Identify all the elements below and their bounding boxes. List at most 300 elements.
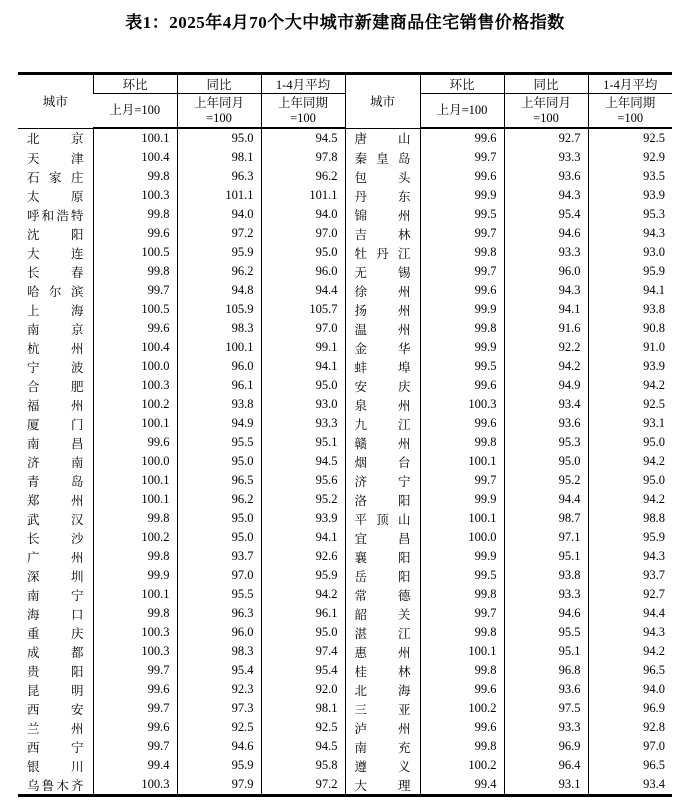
table-row xyxy=(18,528,672,547)
avg-cell: 95.0 xyxy=(261,376,345,395)
table-row xyxy=(18,414,672,433)
table-row xyxy=(18,585,672,604)
avg-cell: 92.9 xyxy=(588,148,672,167)
table-row xyxy=(18,262,672,281)
yoy-cell: 95.5 xyxy=(177,585,261,604)
avg-cell: 94.2 xyxy=(588,452,672,471)
yoy-cell: 95.1 xyxy=(504,547,588,566)
yoy-cell: 92.7 xyxy=(504,128,588,148)
mom-cell: 100.4 xyxy=(93,148,177,167)
yoy-cell: 93.6 xyxy=(504,414,588,433)
mom-cell: 99.5 xyxy=(420,566,504,585)
avg-cell: 95.6 xyxy=(261,471,345,490)
avg-cell: 95.9 xyxy=(588,528,672,547)
table-row xyxy=(18,281,672,300)
mom-cell: 100.1 xyxy=(420,509,504,528)
mom-cell: 100.2 xyxy=(93,395,177,414)
mom-cell: 99.7 xyxy=(93,661,177,680)
mom-cell: 100.3 xyxy=(93,623,177,642)
city-cell: 锦州 xyxy=(345,205,420,224)
avg-cell: 96.9 xyxy=(588,699,672,718)
yoy-cell: 92.3 xyxy=(177,680,261,699)
mom-cell: 99.7 xyxy=(420,604,504,623)
yoy-cell: 96.4 xyxy=(504,756,588,775)
city-cell: 平顶山 xyxy=(345,509,420,528)
yoy-cell: 96.9 xyxy=(504,737,588,756)
table-row xyxy=(18,471,672,490)
city-cell: 温州 xyxy=(345,319,420,338)
mom-cell: 99.8 xyxy=(93,547,177,566)
yoy-cell: 98.3 xyxy=(177,642,261,661)
avg-cell: 93.9 xyxy=(588,186,672,205)
mom-cell: 99.6 xyxy=(93,680,177,699)
yoy-cell: 96.3 xyxy=(177,604,261,623)
avg-cell: 95.0 xyxy=(588,471,672,490)
mom-cell: 99.8 xyxy=(93,604,177,623)
city-cell: 武汉 xyxy=(27,512,84,527)
yoy-cell: 98.3 xyxy=(177,319,261,338)
yoy-cell: 94.9 xyxy=(177,414,261,433)
avg-cell: 94.3 xyxy=(588,224,672,243)
header-yoy-base-line2: =100 xyxy=(533,110,559,125)
mom-cell: 100.1 xyxy=(420,642,504,661)
city-cell: 南京 xyxy=(27,322,84,337)
mom-cell: 99.7 xyxy=(93,737,177,756)
mom-cell: 99.7 xyxy=(420,148,504,167)
yoy-cell: 93.7 xyxy=(177,547,261,566)
header-yoy-base-right xyxy=(504,94,588,129)
yoy-cell: 95.0 xyxy=(177,509,261,528)
avg-cell: 92.5 xyxy=(261,718,345,737)
city-cell: 南充 xyxy=(345,737,420,756)
mom-cell: 100.3 xyxy=(93,376,177,395)
city-cell: 厦门 xyxy=(27,417,84,432)
table-row xyxy=(18,148,672,167)
yoy-cell: 94.8 xyxy=(177,281,261,300)
city-cell: 长沙 xyxy=(27,531,84,546)
mom-cell: 99.8 xyxy=(420,319,504,338)
city-cell: 三亚 xyxy=(345,699,420,718)
city-cell: 常德 xyxy=(345,585,420,604)
yoy-cell: 93.3 xyxy=(504,585,588,604)
city-cell: 蚌埠 xyxy=(345,357,420,376)
city-cell: 包头 xyxy=(345,167,420,186)
yoy-cell: 96.2 xyxy=(177,262,261,281)
avg-cell: 97.0 xyxy=(261,224,345,243)
city-cell: 福州 xyxy=(27,398,84,413)
city-cell: 徐州 xyxy=(345,281,420,300)
city-cell: 乌鲁木齐 xyxy=(27,778,84,793)
yoy-cell: 93.8 xyxy=(177,395,261,414)
mom-cell: 99.6 xyxy=(420,167,504,186)
avg-cell: 94.2 xyxy=(588,642,672,661)
yoy-cell: 95.2 xyxy=(504,471,588,490)
yoy-cell: 92.2 xyxy=(504,338,588,357)
mom-cell: 99.6 xyxy=(420,128,504,148)
header-avg-right: 1-4月平均 xyxy=(588,74,672,94)
yoy-cell: 96.0 xyxy=(504,262,588,281)
yoy-cell: 95.4 xyxy=(504,205,588,224)
avg-cell: 92.7 xyxy=(588,585,672,604)
yoy-cell: 94.4 xyxy=(504,490,588,509)
city-cell: 湛江 xyxy=(345,623,420,642)
yoy-cell: 93.3 xyxy=(504,243,588,262)
city-cell: 济南 xyxy=(27,455,84,470)
header-avg-base-right xyxy=(588,94,672,129)
city-cell: 沈阳 xyxy=(27,227,84,242)
city-cell: 北京 xyxy=(27,132,84,147)
table-row xyxy=(18,566,672,585)
avg-cell: 97.4 xyxy=(261,642,345,661)
avg-cell: 105.7 xyxy=(261,300,345,319)
avg-cell: 95.8 xyxy=(261,756,345,775)
city-cell: 呼和浩特 xyxy=(27,208,84,223)
mom-cell: 100.2 xyxy=(93,528,177,547)
mom-cell: 99.8 xyxy=(93,262,177,281)
city-cell: 宜昌 xyxy=(345,528,420,547)
mom-cell: 99.6 xyxy=(420,376,504,395)
table-row xyxy=(18,338,672,357)
yoy-cell: 93.3 xyxy=(504,718,588,737)
avg-cell: 92.5 xyxy=(588,395,672,414)
avg-cell: 93.8 xyxy=(588,300,672,319)
city-cell: 石家庄 xyxy=(27,170,84,185)
avg-cell: 94.3 xyxy=(588,547,672,566)
avg-cell: 90.8 xyxy=(588,319,672,338)
city-cell: 重庆 xyxy=(27,626,84,641)
yoy-cell: 95.3 xyxy=(504,433,588,452)
table-row xyxy=(18,395,672,414)
header-yoy-right: 同比 xyxy=(504,74,588,94)
mom-cell: 100.3 xyxy=(93,186,177,205)
table-row xyxy=(18,775,672,796)
mom-cell: 100.2 xyxy=(420,699,504,718)
yoy-cell: 95.0 xyxy=(177,528,261,547)
mom-cell: 99.8 xyxy=(93,205,177,224)
mom-cell: 100.5 xyxy=(93,243,177,262)
mom-cell: 99.6 xyxy=(93,319,177,338)
avg-cell: 93.0 xyxy=(588,243,672,262)
avg-cell: 98.1 xyxy=(261,699,345,718)
yoy-cell: 95.0 xyxy=(177,128,261,148)
avg-cell: 96.0 xyxy=(261,262,345,281)
header-yoy-base-left xyxy=(177,94,261,129)
city-cell: 海口 xyxy=(27,607,84,622)
yoy-cell: 93.1 xyxy=(504,775,588,796)
table-row xyxy=(18,623,672,642)
table-row xyxy=(18,509,672,528)
yoy-cell: 94.3 xyxy=(504,281,588,300)
avg-cell: 93.5 xyxy=(588,167,672,186)
city-cell: 岳阳 xyxy=(345,566,420,585)
yoy-cell: 93.4 xyxy=(504,395,588,414)
avg-cell: 98.8 xyxy=(588,509,672,528)
city-cell: 韶关 xyxy=(345,604,420,623)
table-row xyxy=(18,756,672,775)
avg-cell: 92.8 xyxy=(588,718,672,737)
header-avg-base-line2: =100 xyxy=(617,110,644,125)
yoy-cell: 97.2 xyxy=(177,224,261,243)
table-row xyxy=(18,357,672,376)
yoy-cell: 97.9 xyxy=(177,775,261,796)
mom-cell: 100.2 xyxy=(420,756,504,775)
table-row xyxy=(18,547,672,566)
mom-cell: 100.1 xyxy=(93,471,177,490)
avg-cell: 94.4 xyxy=(588,604,672,623)
yoy-cell: 95.4 xyxy=(177,661,261,680)
mom-cell: 100.3 xyxy=(420,395,504,414)
avg-cell: 94.5 xyxy=(261,737,345,756)
yoy-cell: 94.0 xyxy=(177,205,261,224)
table-row xyxy=(18,680,672,699)
avg-cell: 95.9 xyxy=(588,262,672,281)
mom-cell: 100.0 xyxy=(93,357,177,376)
table-row xyxy=(18,718,672,737)
avg-cell: 97.0 xyxy=(261,319,345,338)
avg-cell: 94.2 xyxy=(588,490,672,509)
avg-cell: 97.0 xyxy=(588,737,672,756)
city-cell: 洛阳 xyxy=(345,490,420,509)
mom-cell: 99.6 xyxy=(420,414,504,433)
city-cell: 南昌 xyxy=(27,436,84,451)
mom-cell: 99.8 xyxy=(420,433,504,452)
city-cell: 西安 xyxy=(27,702,84,717)
yoy-cell: 94.9 xyxy=(504,376,588,395)
table-body xyxy=(18,128,672,796)
avg-cell: 93.4 xyxy=(588,775,672,796)
avg-cell: 96.1 xyxy=(261,604,345,623)
table-row xyxy=(18,490,672,509)
yoy-cell: 96.2 xyxy=(177,490,261,509)
mom-cell: 99.5 xyxy=(420,357,504,376)
yoy-cell: 96.3 xyxy=(177,167,261,186)
city-cell: 烟台 xyxy=(345,452,420,471)
mom-cell: 100.4 xyxy=(93,338,177,357)
mom-cell: 99.6 xyxy=(93,224,177,243)
city-cell: 银川 xyxy=(27,759,84,774)
city-cell: 吉林 xyxy=(345,224,420,243)
header-avg-base-line1: 上年同期 xyxy=(277,95,328,110)
mom-cell: 100.0 xyxy=(420,528,504,547)
avg-cell: 95.2 xyxy=(261,490,345,509)
yoy-cell: 96.8 xyxy=(504,661,588,680)
avg-cell: 97.8 xyxy=(261,148,345,167)
city-cell: 成都 xyxy=(27,645,84,660)
mom-cell: 99.9 xyxy=(420,490,504,509)
page-title: 表1：2025年4月70个大中城市新建商品住宅销售价格指数 xyxy=(125,13,565,32)
mom-cell: 99.8 xyxy=(420,623,504,642)
mom-cell: 100.1 xyxy=(93,414,177,433)
header-yoy-base-line1: 上年同月 xyxy=(193,95,244,110)
yoy-cell: 95.0 xyxy=(177,452,261,471)
city-cell: 兰州 xyxy=(27,721,84,736)
table-row xyxy=(18,376,672,395)
city-cell: 赣州 xyxy=(345,433,420,452)
yoy-cell: 94.6 xyxy=(504,224,588,243)
avg-cell: 94.4 xyxy=(261,281,345,300)
city-cell: 惠州 xyxy=(345,642,420,661)
yoy-cell: 96.0 xyxy=(177,357,261,376)
mom-cell: 99.7 xyxy=(420,224,504,243)
avg-cell: 95.9 xyxy=(261,566,345,585)
mom-cell: 99.8 xyxy=(420,585,504,604)
yoy-cell: 93.6 xyxy=(504,167,588,186)
yoy-cell: 93.3 xyxy=(504,148,588,167)
mom-cell: 99.6 xyxy=(420,718,504,737)
header-mom-base-right: 上月=100 xyxy=(420,94,504,129)
city-cell: 郑州 xyxy=(27,493,84,508)
mom-cell: 100.1 xyxy=(420,452,504,471)
yoy-cell: 98.7 xyxy=(504,509,588,528)
yoy-cell: 94.6 xyxy=(177,737,261,756)
city-cell: 唐山 xyxy=(345,128,420,148)
city-cell: 遵义 xyxy=(345,756,420,775)
mom-cell: 99.9 xyxy=(420,186,504,205)
mom-cell: 99.9 xyxy=(93,566,177,585)
city-cell: 杭州 xyxy=(27,341,84,356)
mom-cell: 99.8 xyxy=(420,243,504,262)
yoy-cell: 94.1 xyxy=(504,300,588,319)
table-row xyxy=(18,167,672,186)
city-cell: 青岛 xyxy=(27,474,84,489)
city-cell: 贵阳 xyxy=(27,664,84,679)
city-cell: 济宁 xyxy=(345,471,420,490)
avg-cell: 96.2 xyxy=(261,167,345,186)
city-cell: 宁波 xyxy=(27,360,84,375)
yoy-cell: 96.5 xyxy=(177,471,261,490)
avg-cell: 94.5 xyxy=(261,452,345,471)
yoy-cell: 105.9 xyxy=(177,300,261,319)
mom-cell: 99.6 xyxy=(420,680,504,699)
city-cell: 长春 xyxy=(27,265,84,280)
mom-cell: 99.8 xyxy=(93,167,177,186)
yoy-cell: 93.8 xyxy=(504,566,588,585)
yoy-cell: 92.5 xyxy=(177,718,261,737)
table-header xyxy=(18,74,672,129)
header-mom-left: 环比 xyxy=(93,74,177,94)
yoy-cell: 97.5 xyxy=(504,699,588,718)
mom-cell: 99.6 xyxy=(93,433,177,452)
city-cell: 扬州 xyxy=(345,300,420,319)
table-row xyxy=(18,452,672,471)
header-row-top xyxy=(18,74,672,94)
table-row xyxy=(18,604,672,623)
yoy-cell: 97.0 xyxy=(177,566,261,585)
yoy-cell: 95.9 xyxy=(177,243,261,262)
mom-cell: 99.6 xyxy=(420,281,504,300)
avg-cell: 94.2 xyxy=(588,376,672,395)
price-index-table xyxy=(18,72,672,797)
avg-cell: 93.7 xyxy=(588,566,672,585)
avg-cell: 96.5 xyxy=(588,661,672,680)
avg-cell: 92.6 xyxy=(261,547,345,566)
avg-cell: 94.2 xyxy=(261,585,345,604)
yoy-cell: 98.1 xyxy=(177,148,261,167)
city-cell: 无锡 xyxy=(345,262,420,281)
mom-cell: 99.9 xyxy=(420,547,504,566)
avg-cell: 94.3 xyxy=(588,623,672,642)
yoy-cell: 95.1 xyxy=(504,642,588,661)
avg-cell: 92.0 xyxy=(261,680,345,699)
mom-cell: 99.7 xyxy=(93,699,177,718)
yoy-cell: 101.1 xyxy=(177,186,261,205)
mom-cell: 99.4 xyxy=(93,756,177,775)
header-mom-base-left: 上月=100 xyxy=(93,94,177,129)
city-cell: 泸州 xyxy=(345,718,420,737)
avg-cell: 94.1 xyxy=(588,281,672,300)
avg-cell: 93.9 xyxy=(261,509,345,528)
yoy-cell: 95.9 xyxy=(177,756,261,775)
header-yoy-base-line2: =100 xyxy=(206,110,232,125)
table-row xyxy=(18,699,672,718)
yoy-cell: 96.0 xyxy=(177,623,261,642)
avg-cell: 95.3 xyxy=(588,205,672,224)
avg-cell: 94.5 xyxy=(261,128,345,148)
mom-cell: 99.5 xyxy=(420,205,504,224)
city-cell: 南宁 xyxy=(27,588,84,603)
mom-cell: 99.9 xyxy=(420,300,504,319)
avg-cell: 94.1 xyxy=(261,528,345,547)
avg-cell: 94.1 xyxy=(261,357,345,376)
city-cell: 上海 xyxy=(27,303,84,318)
avg-cell: 94.0 xyxy=(588,680,672,699)
avg-cell: 95.0 xyxy=(588,433,672,452)
city-cell: 合肥 xyxy=(27,379,84,394)
mom-cell: 100.1 xyxy=(93,585,177,604)
yoy-cell: 94.2 xyxy=(504,357,588,376)
mom-cell: 99.7 xyxy=(420,262,504,281)
mom-cell: 99.9 xyxy=(420,338,504,357)
yoy-cell: 94.6 xyxy=(504,604,588,623)
yoy-cell: 97.1 xyxy=(504,528,588,547)
city-cell: 昆明 xyxy=(27,683,84,698)
header-avg-base-line2: =100 xyxy=(290,110,316,125)
avg-cell: 95.4 xyxy=(261,661,345,680)
mom-cell: 99.8 xyxy=(420,737,504,756)
header-city-left: 城市 xyxy=(18,74,93,129)
mom-cell: 99.4 xyxy=(420,775,504,796)
avg-cell: 93.3 xyxy=(261,414,345,433)
mom-cell: 99.7 xyxy=(420,471,504,490)
mom-cell: 100.3 xyxy=(93,642,177,661)
mom-cell: 100.1 xyxy=(93,128,177,148)
header-mom-right: 环比 xyxy=(420,74,504,94)
mom-cell: 100.0 xyxy=(93,452,177,471)
avg-cell: 93.9 xyxy=(588,357,672,376)
city-cell: 桂林 xyxy=(345,661,420,680)
avg-cell: 94.0 xyxy=(261,205,345,224)
avg-cell: 92.5 xyxy=(588,128,672,148)
city-cell: 襄阳 xyxy=(345,547,420,566)
mom-cell: 100.5 xyxy=(93,300,177,319)
city-cell: 北海 xyxy=(345,680,420,699)
avg-cell: 95.0 xyxy=(261,623,345,642)
mom-cell: 99.8 xyxy=(420,661,504,680)
table-row xyxy=(18,642,672,661)
header-avg-base-line1: 上年同期 xyxy=(605,95,656,110)
table-row xyxy=(18,433,672,452)
mom-cell: 99.7 xyxy=(93,281,177,300)
table-row xyxy=(18,661,672,680)
avg-cell: 101.1 xyxy=(261,186,345,205)
table-row xyxy=(18,186,672,205)
city-cell: 哈尔滨 xyxy=(27,284,84,299)
yoy-cell: 95.5 xyxy=(504,623,588,642)
avg-cell: 93.1 xyxy=(588,414,672,433)
city-cell: 大理 xyxy=(345,775,420,796)
table-row xyxy=(18,128,672,148)
city-cell: 天津 xyxy=(27,151,84,166)
